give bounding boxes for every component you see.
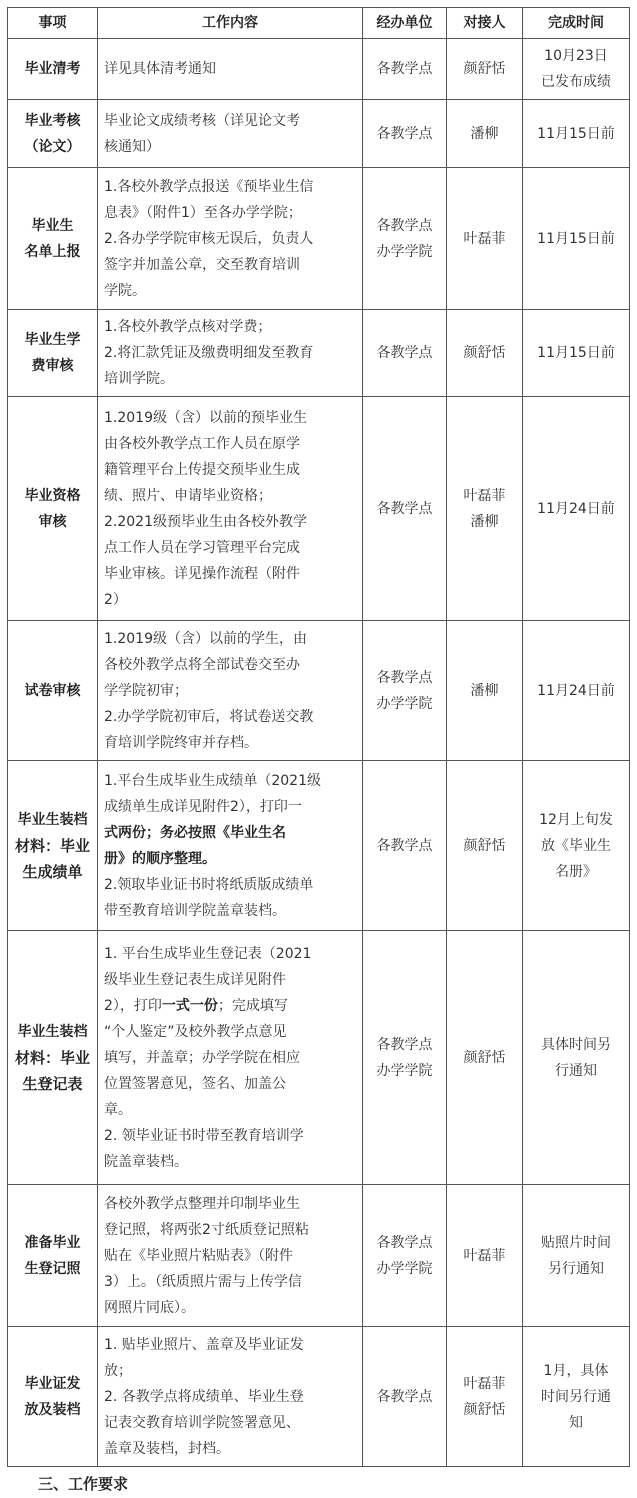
unit-cell-line: 各教学点 — [376, 61, 433, 77]
header-content: 工作内容 — [98, 8, 363, 39]
contact-cell-line: 颜舒恬 — [463, 1049, 506, 1066]
content-text: ；完成填写 — [217, 997, 288, 1014]
unit-cell-line: 各教学点 — [376, 837, 433, 854]
content-cell — [98, 310, 363, 397]
unit-cell-line: 各教学点 — [376, 1234, 433, 1251]
content-text: 院盖章装档。 — [104, 1153, 188, 1170]
deadline-cell — [523, 39, 630, 100]
unit-cell — [363, 621, 447, 761]
content-line — [104, 1332, 356, 1358]
item-cell-line: 毕业资格 — [24, 487, 81, 504]
content-line — [104, 535, 356, 561]
deadline-cell — [523, 761, 630, 931]
content-text: 成绩单生成详见附件2），打印一 — [104, 798, 302, 815]
content-text: 填写，并盖章；办学学院在相应 — [104, 1049, 300, 1066]
deadline-cell-line: 12月上旬发 — [539, 811, 613, 828]
content-line — [104, 56, 356, 82]
content-line — [104, 108, 356, 134]
contact-cell-line: 叶磊菲 — [463, 1247, 506, 1264]
deadline-cell — [523, 1327, 630, 1467]
content-line — [104, 1123, 356, 1149]
content-line — [104, 846, 356, 872]
contact-cell — [447, 310, 523, 397]
content-bold-text: 式两份；务必按照《毕业生名 — [104, 824, 286, 841]
content-text: 网照片同底）。 — [104, 1299, 195, 1316]
item-cell-line: 毕业证发 — [24, 1375, 81, 1392]
header-item: 事项 — [8, 8, 98, 39]
content-text: 2. 领毕业证书时带至教育培训学 — [104, 1127, 304, 1144]
table-row — [8, 931, 630, 1185]
deadline-cell-line: 11月15日前 — [537, 345, 615, 361]
deadline-cell-line: 10月23日 — [544, 48, 608, 64]
unit-cell — [363, 397, 447, 621]
content-line — [104, 340, 356, 366]
content-bold-text: 册》的顺序整理。 — [104, 850, 216, 867]
unit-cell-line: 办学学院 — [376, 1062, 433, 1079]
header-contact: 对接人 — [447, 8, 523, 39]
item-cell-line: 毕业生装档 — [17, 1023, 88, 1040]
content-text: 2.办学学院初审后，将试卷送交教 — [104, 708, 314, 725]
item-cell — [8, 761, 98, 931]
contact-cell-line: 潘柳 — [470, 513, 499, 530]
contact-cell-line: 潘柳 — [470, 682, 499, 699]
content-text: 育培训学院终审并存档。 — [104, 734, 258, 751]
content-text: 1.各校外教学点报送《预毕业生信 — [104, 178, 314, 195]
content-line — [104, 898, 356, 924]
unit-cell-line: 各教学点 — [376, 669, 433, 686]
item-cell-line: 生登记照 — [24, 1260, 81, 1277]
deadline-cell-line: 具体时间另 — [541, 1036, 611, 1053]
unit-cell — [363, 168, 447, 310]
content-cell — [98, 397, 363, 621]
content-line — [104, 405, 356, 431]
content-line — [104, 1295, 356, 1321]
table-row — [8, 1185, 630, 1327]
deadline-cell — [523, 397, 630, 621]
content-text: 级毕业生登记表生成详见附件 — [104, 971, 286, 988]
table-row — [8, 397, 630, 621]
content-line — [104, 1191, 356, 1217]
deadline-cell-line: 11月24日前 — [537, 682, 615, 699]
content-text: 2. 各教学点将成绩单、毕业生登 — [104, 1388, 304, 1405]
table-row — [8, 100, 630, 168]
content-text: 绩、照片、申请毕业资格； — [104, 487, 272, 504]
content-line — [104, 794, 356, 820]
deadline-cell-line: 放《毕业生 — [541, 837, 611, 854]
content-line — [104, 457, 356, 483]
content-text: 2.领取毕业证书时将纸质版成绩单 — [104, 876, 314, 893]
table-row — [8, 310, 630, 397]
item-cell-line: 生成绩单 — [22, 862, 83, 881]
item-cell — [8, 1185, 98, 1327]
content-text: 各校外教学点将全部试卷交至办 — [104, 656, 300, 673]
deadline-cell-line: 1月，具体 — [543, 1362, 609, 1379]
content-line — [104, 652, 356, 678]
content-line — [104, 366, 356, 392]
content-text: 详见具体清考通知 — [104, 61, 216, 77]
content-text: 记表交教育培训学院签署意见、 — [104, 1414, 300, 1431]
content-text: 由各校外教学点工作人员在原学 — [104, 435, 300, 452]
deadline-cell-line: 知 — [569, 1414, 583, 1431]
deadline-cell — [523, 1185, 630, 1327]
table-row — [8, 1327, 630, 1467]
item-cell-line: 毕业清考 — [24, 61, 81, 77]
content-text: 3）上。（纸质照片需与上传学信 — [104, 1273, 302, 1290]
unit-cell — [363, 931, 447, 1185]
content-text: 培训学院。 — [104, 371, 174, 387]
content-line — [104, 226, 356, 252]
header-deadline: 完成时间 — [523, 8, 630, 39]
content-line — [104, 704, 356, 730]
item-cell-line: 生登记表 — [22, 1074, 83, 1093]
item-cell-line: 费审核 — [31, 358, 74, 374]
content-line — [104, 1217, 356, 1243]
item-cell — [8, 1327, 98, 1467]
item-cell-line: （论文） — [24, 138, 81, 155]
deadline-cell — [523, 168, 630, 310]
contact-cell-line: 叶磊菲 — [463, 1375, 506, 1392]
contact-cell-line: 叶磊菲 — [463, 230, 506, 247]
table-row — [8, 39, 630, 100]
item-cell-line: 材料：毕业 — [14, 1048, 90, 1067]
item-cell — [8, 168, 98, 310]
content-cell — [98, 1327, 363, 1467]
content-text: 登记照，将两张2寸纸质登记照粘 — [104, 1221, 309, 1238]
item-cell — [8, 39, 98, 100]
content-cell — [98, 931, 363, 1185]
content-line — [104, 561, 356, 587]
content-text: 2） — [104, 591, 127, 608]
unit-cell-line: 各教学点 — [376, 1036, 433, 1053]
unit-cell-line: 办学学院 — [376, 1260, 433, 1277]
content-text: 息表》（附件1）至各办学学院； — [104, 204, 302, 221]
item-cell-line: 放及装档 — [24, 1401, 81, 1418]
content-text: 1.平台生成毕业生成绩单（2021级 — [104, 772, 321, 789]
content-line — [104, 252, 356, 278]
content-line — [104, 314, 356, 340]
unit-cell-line: 各教学点 — [376, 1388, 433, 1405]
item-cell-line: 毕业考核 — [24, 112, 81, 129]
deadline-cell — [523, 100, 630, 168]
unit-cell-line: 各教学点 — [376, 500, 433, 517]
content-line — [104, 730, 356, 756]
unit-cell — [363, 1185, 447, 1327]
item-cell — [8, 621, 98, 761]
content-line — [104, 1358, 356, 1384]
content-line — [104, 1149, 356, 1175]
content-line — [104, 431, 356, 457]
contact-cell-line: 颜舒恬 — [463, 1401, 506, 1418]
content-line — [104, 993, 356, 1019]
deadline-cell-line: 贴照片时间 — [541, 1234, 611, 1251]
deadline-cell-line: 名册》 — [555, 863, 597, 880]
unit-cell-line: 各教学点 — [376, 345, 433, 361]
content-text: 1.2019级（含）以前的学生，由 — [104, 630, 307, 647]
contact-cell — [447, 761, 523, 931]
content-text: 毕业论文成绩考核（详见论文考 — [104, 112, 300, 129]
content-text: 2），打印 — [104, 997, 162, 1014]
content-line — [104, 174, 356, 200]
unit-cell — [363, 39, 447, 100]
table-row — [8, 761, 630, 931]
unit-cell — [363, 100, 447, 168]
table-row — [8, 168, 630, 310]
contact-cell-line: 颜舒恬 — [463, 345, 506, 361]
content-bold-text: 一式一份 — [161, 997, 218, 1014]
content-line — [104, 626, 356, 652]
section-heading: 三、工作要求 — [38, 1475, 129, 1493]
contact-cell-line: 潘柳 — [470, 125, 499, 142]
content-text: 2.2021级预毕业生由各校外教学 — [104, 513, 307, 530]
content-line — [104, 1097, 356, 1123]
item-cell-line: 试卷审核 — [24, 682, 81, 699]
content-line — [104, 587, 356, 613]
deadline-cell — [523, 310, 630, 397]
content-line — [104, 1243, 356, 1269]
content-line — [104, 1045, 356, 1071]
content-text: 盖章及装档，封档。 — [104, 1440, 230, 1457]
content-line — [104, 872, 356, 898]
contact-cell — [447, 1185, 523, 1327]
unit-cell — [363, 761, 447, 931]
content-text: 籍管理平台上传提交预毕业生成 — [104, 461, 300, 478]
content-text: 学学院初审； — [104, 682, 188, 699]
table-row — [8, 621, 630, 761]
deadline-cell-line: 11月15日前 — [537, 125, 615, 142]
content-text: 2.各办学学院审核无误后，负责人 — [104, 230, 314, 247]
content-line — [104, 967, 356, 993]
content-cell — [98, 1185, 363, 1327]
content-line — [104, 1410, 356, 1436]
content-line — [104, 1071, 356, 1097]
contact-cell — [447, 621, 523, 761]
content-text: 学院。 — [104, 282, 146, 299]
content-line — [104, 278, 356, 304]
unit-cell-line: 办学学院 — [376, 695, 433, 712]
content-line — [104, 1436, 356, 1462]
deadline-cell-line: 11月24日前 — [537, 500, 615, 517]
contact-cell — [447, 168, 523, 310]
item-cell — [8, 397, 98, 621]
item-cell-line: 毕业生学 — [24, 332, 81, 348]
content-text: 放； — [104, 1362, 132, 1379]
content-text: 1. 平台生成毕业生登记表（2021 — [104, 945, 312, 962]
contact-cell — [447, 931, 523, 1185]
content-line — [104, 820, 356, 846]
content-line — [104, 941, 356, 967]
item-cell-line: 准备毕业 — [24, 1234, 81, 1251]
deadline-cell-line: 已发布成绩 — [541, 74, 611, 90]
item-cell — [8, 310, 98, 397]
content-line — [104, 200, 356, 226]
content-cell — [98, 621, 363, 761]
content-text: 带至教育培训学院盖章装档。 — [104, 902, 286, 919]
deadline-cell-line: 11月15日前 — [537, 230, 615, 247]
content-text: 各校外教学点整理并印制毕业生 — [104, 1195, 300, 1212]
unit-cell — [363, 1327, 447, 1467]
item-cell-line: 毕业生装档 — [17, 811, 88, 828]
contact-cell — [447, 39, 523, 100]
graduation-work-table — [7, 7, 630, 1467]
content-text: 贴在《毕业照片粘贴表》（附件 — [104, 1247, 293, 1264]
content-text: 签字并加盖公章，交至教育培训 — [104, 256, 300, 273]
contact-cell — [447, 1327, 523, 1467]
item-cell — [8, 100, 98, 168]
content-text: 位置签署意见，签名、加盖公 — [104, 1075, 286, 1092]
content-line — [104, 1384, 356, 1410]
content-line — [104, 509, 356, 535]
deadline-cell — [523, 931, 630, 1185]
content-text: 章。 — [104, 1101, 132, 1118]
unit-cell — [363, 310, 447, 397]
deadline-cell-line: 行通知 — [555, 1062, 597, 1079]
content-cell — [98, 168, 363, 310]
contact-cell — [447, 100, 523, 168]
item-cell — [8, 931, 98, 1185]
item-cell-line: 名单上报 — [24, 243, 81, 260]
item-cell-line: 毕业生 — [31, 217, 74, 234]
table-header-row — [8, 8, 630, 39]
content-text: “个人鉴定”及校外教学点意见 — [104, 1023, 287, 1040]
contact-cell-line: 颜舒恬 — [463, 837, 506, 854]
content-line — [104, 1019, 356, 1045]
content-cell — [98, 39, 363, 100]
deadline-cell — [523, 621, 630, 761]
content-text: 2.将汇款凭证及缴费明细发至教育 — [104, 345, 314, 361]
unit-cell-line: 各教学点 — [376, 217, 433, 234]
unit-cell-line: 办学学院 — [376, 243, 433, 260]
header-unit: 经办单位 — [363, 8, 447, 39]
deadline-cell-line: 另行通知 — [548, 1260, 604, 1277]
content-line — [104, 678, 356, 704]
contact-cell-line: 颜舒恬 — [463, 61, 506, 77]
deadline-cell-line: 时间另行通 — [541, 1388, 611, 1405]
item-cell-line: 审核 — [38, 513, 67, 530]
content-text: 1.2019级（含）以前的预毕业生 — [104, 409, 307, 426]
content-text: 核通知） — [104, 138, 160, 155]
content-line — [104, 768, 356, 794]
content-line — [104, 1269, 356, 1295]
content-cell — [98, 761, 363, 931]
content-text: 1.各校外教学点核对学费； — [104, 319, 272, 335]
unit-cell-line: 各教学点 — [376, 125, 433, 142]
content-line — [104, 134, 356, 160]
content-text: 1. 贴毕业照片、盖章及毕业证发 — [104, 1336, 304, 1353]
contact-cell — [447, 397, 523, 621]
contact-cell-line: 叶磊菲 — [463, 487, 506, 504]
content-text: 点工作人员在学习管理平台完成 — [104, 539, 300, 556]
item-cell-line: 材料：毕业 — [14, 836, 90, 855]
content-line — [104, 483, 356, 509]
content-cell — [98, 100, 363, 168]
content-text: 毕业审核。详见操作流程（附件 — [104, 565, 300, 582]
